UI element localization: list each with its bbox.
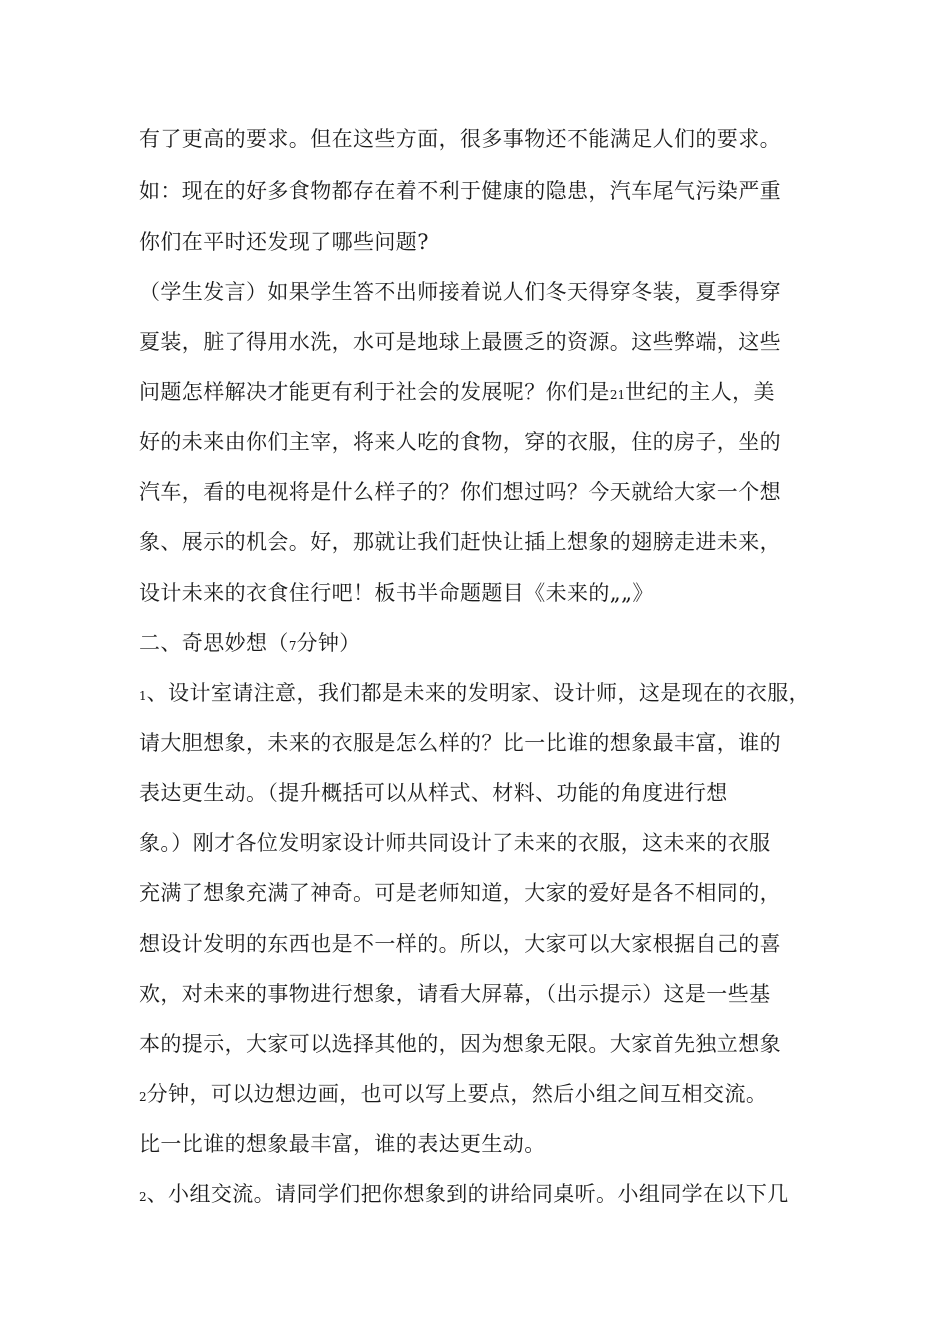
text-line: 比一比谁的想象最丰富，谁的表达更生动。 [139, 1132, 546, 1156]
text-line: 如：现在的好多食物都存在着不利于健康的隐患，汽车尾气污染严重 [139, 179, 781, 203]
text-line: （学生发言）如果学生答不出师接着说人们冬天得穿冬装，夏季得穿 [139, 280, 781, 304]
text-segment: 分钟） [296, 631, 361, 655]
text-line [139, 1179, 839, 1212]
text-line [139, 377, 839, 410]
text-line: 设计未来的衣食住行吧！板书半命题题目《未来的„„》 [139, 581, 654, 605]
text-line: 充满了想象充满了神奇。可是老师知道，大家的爱好是各不相同的， [139, 881, 781, 905]
text-line: 想设计发明的东西也是不一样的。所以，大家可以大家根据自己的喜 [139, 932, 781, 956]
text-line: 象、展示的机会。好，那就让我们赶快让插上想象的翅膀走进未来， [139, 530, 781, 554]
text-line: 夏装，脏了得用水洗，水可是地球上最匮乏的资源。这些弊端，这些 [139, 330, 781, 354]
number-segment: 2 [139, 1090, 147, 1104]
text-segment: 世纪的主人，美 [625, 380, 775, 404]
number-segment: 2 [139, 1190, 147, 1204]
text-segment: 、设计室请注意，我们都是未来的发明家、设计师，这是现在的衣服， [146, 681, 811, 705]
text-segment: 、小组交流。请同学们把你想象到的讲给同桌听。小组同学在以下几 [146, 1182, 789, 1206]
text-line: 汽车，看的电视将是什么样子的？你们想过吗？今天就给大家一个想 [139, 480, 781, 504]
section-heading [139, 628, 839, 661]
number-segment: 7 [288, 639, 297, 653]
text-segment: 问题怎样解决才能更有利于社会的发展呢？你们是 [139, 380, 610, 404]
text-line: 欢，对未来的事物进行想象，请看大屏幕，（出示提示）这是一些基 [139, 982, 771, 1006]
text-segment: 二、奇思妙想（ [139, 631, 289, 655]
text-line: 请大胆想象，未来的衣服是怎么样的？比一比谁的想象最丰富，谁的 [139, 731, 781, 755]
text-line: 本的提示，大家可以选择其他的，因为想象无限。大家首先独立想象 [139, 1032, 781, 1056]
text-line [139, 1079, 839, 1112]
number-segment: 21 [609, 388, 626, 402]
text-line [139, 678, 839, 711]
number-segment: 1 [139, 689, 147, 703]
text-line: 象。）刚才各位发明家设计师共同设计了未来的衣服，这未来的衣服 [139, 831, 771, 855]
text-line: 表达更生动。（提升概括可以从样式、材料、功能的角度进行想 [139, 781, 728, 805]
text-segment: 分钟，可以边想边画，也可以写上要点，然后小组之间互相交流。 [146, 1082, 768, 1106]
text-line: 你们在平时还发现了哪些问题? [139, 230, 429, 254]
text-line: 有了更高的要求。但在这些方面，很多事物还不能满足人们的要求。 [139, 127, 781, 151]
text-line: 好的未来由你们主宰，将来人吃的食物，穿的衣服，住的房子，坐的 [139, 430, 781, 454]
